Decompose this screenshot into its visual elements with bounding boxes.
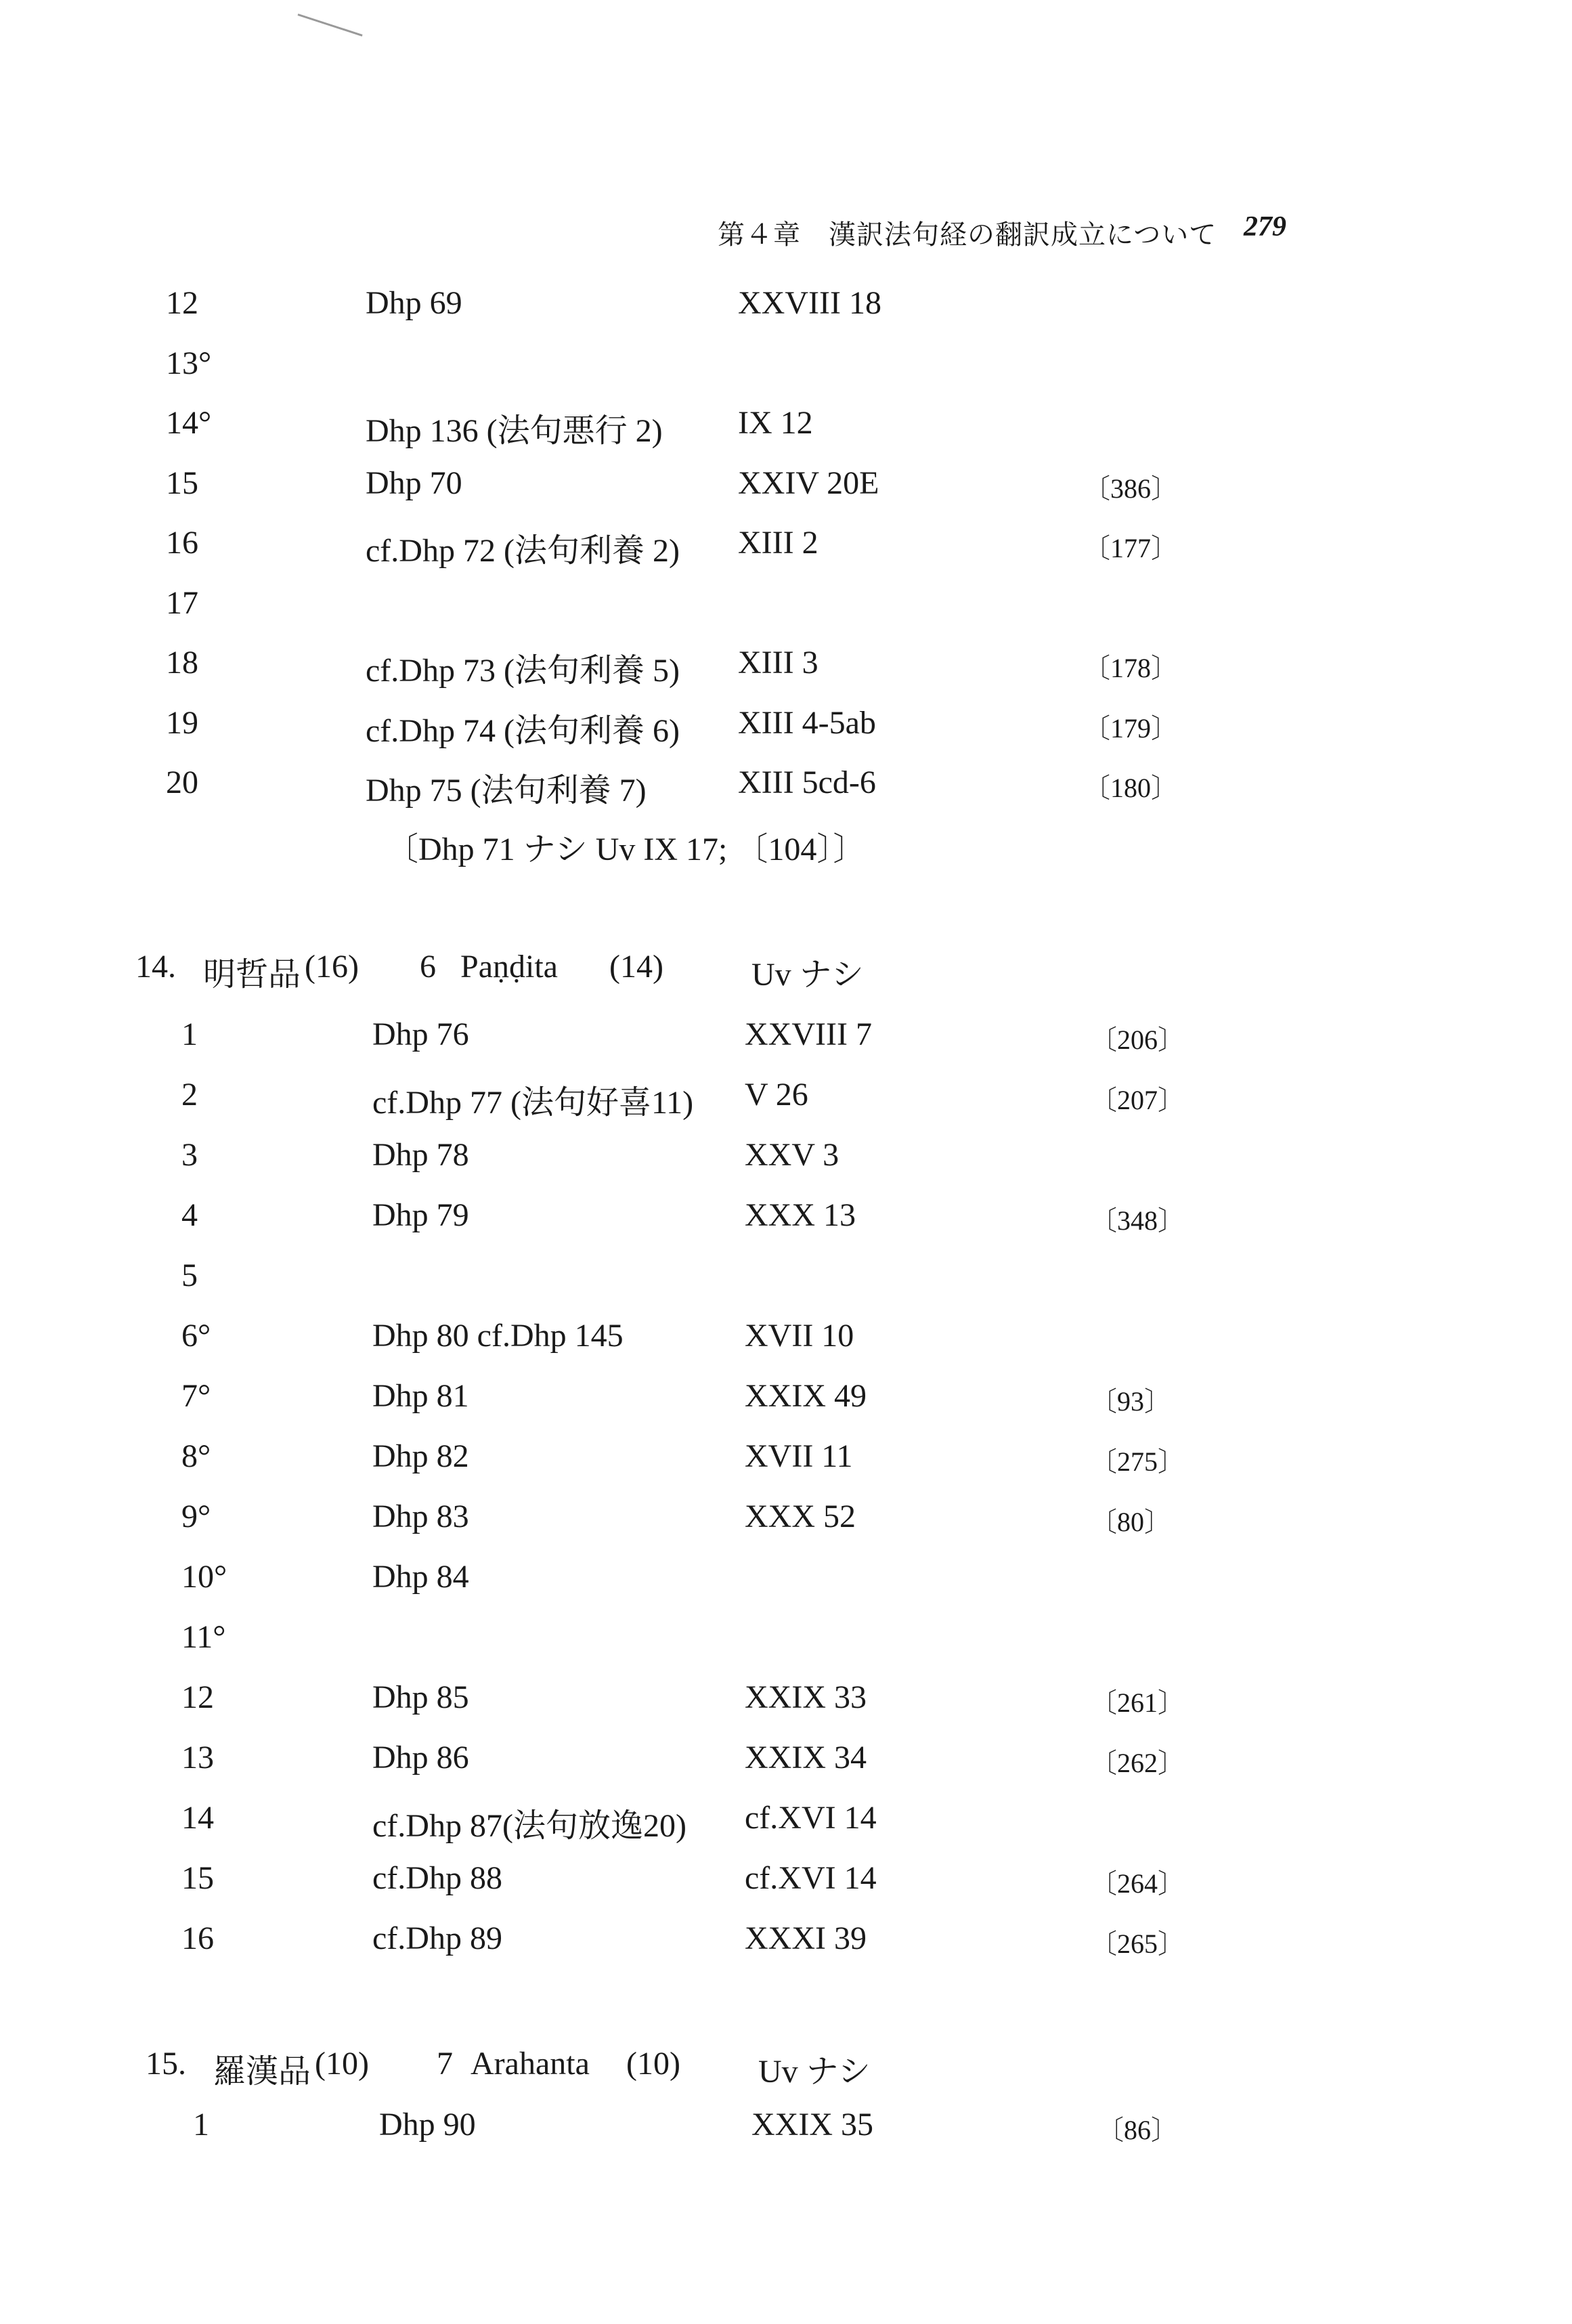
dhp-reference: Dhp 90	[379, 2107, 476, 2143]
uv-reference: XXIX 33	[745, 1679, 867, 1715]
table-row	[0, 1197, 1572, 1244]
pali-count: (10)	[626, 2046, 680, 2082]
uv-reference: XXVIII 18	[738, 285, 881, 321]
pali-count: (14)	[609, 949, 663, 985]
verse-number: 13°	[166, 345, 212, 381]
pali-index: 7	[437, 2046, 453, 2082]
table-row	[0, 1016, 1572, 1063]
cross-reference: 〔93〕	[1090, 1386, 1171, 1417]
pali-name: Paṇḍita	[460, 949, 558, 985]
uv-reference: XIII 4-5ab	[738, 704, 876, 741]
table-row	[0, 1377, 1572, 1425]
table-row	[0, 1076, 1572, 1123]
dhp-reference: Dhp 83	[372, 1499, 469, 1534]
table-row	[0, 1438, 1572, 1485]
uv-reference: XXIV 20E	[738, 465, 879, 501]
verse-number: 6°	[181, 1318, 211, 1354]
uv-reference: XXIX 34	[745, 1740, 867, 1776]
verse-number: 18	[166, 645, 198, 681]
uv-reference: cf.XVI 14	[745, 1860, 877, 1896]
dhp-reference: Dhp 70	[366, 465, 462, 501]
uv-reference: V 26	[745, 1077, 808, 1113]
verse-number: 14	[181, 1800, 214, 1836]
verse-number: 20	[166, 765, 198, 800]
cross-reference: 〔348〕	[1090, 1205, 1185, 1236]
verse-number: 13	[181, 1740, 214, 1776]
verse-number: 12	[181, 1679, 214, 1715]
dhp-reference: Dhp 76	[372, 1016, 469, 1052]
table-row	[0, 1859, 1572, 1907]
section-name: 羅漢品	[213, 2054, 311, 2090]
section-count: (10)	[315, 2046, 369, 2082]
uv-reference: XXX 13	[745, 1197, 856, 1233]
uv-absent: Uv ナシ	[751, 957, 864, 993]
uv-reference: XXIX 49	[745, 1378, 867, 1414]
verse-number: 16	[166, 525, 198, 561]
uv-reference: IX 12	[738, 405, 813, 441]
dhp-reference: Dhp 80 cf.Dhp 145	[372, 1318, 624, 1354]
uv-reference: XXIX 35	[751, 2107, 873, 2143]
table-row	[0, 1618, 1572, 1666]
table-row	[0, 524, 1572, 572]
verse-number: 2	[181, 1077, 198, 1113]
uv-absent: Uv ナシ	[758, 2054, 871, 2090]
cross-reference: 〔80〕	[1090, 1507, 1171, 1537]
table-row	[0, 704, 1572, 752]
dhp-reference: Dhp 79	[372, 1197, 469, 1233]
verse-number: 11°	[181, 1619, 226, 1655]
dhp-reference: Dhp 78	[372, 1137, 469, 1173]
dhp-reference: cf.Dhp 77 (法句好喜11)	[372, 1085, 694, 1121]
table-row	[0, 465, 1572, 512]
cross-reference: 〔206〕	[1090, 1025, 1185, 1055]
verse-number: 1	[181, 1016, 198, 1052]
dhp-reference: Dhp 82	[372, 1438, 469, 1474]
dhp-reference: Dhp 84	[372, 1559, 469, 1595]
chapter-title: 第４章 漢訳法句経の翻訳成立について	[718, 219, 1217, 250]
verse-number: 3	[181, 1137, 198, 1173]
verse-number: 16	[181, 1920, 214, 1956]
dhp-reference: cf.Dhp 89	[372, 1920, 502, 1956]
dhp-reference: Dhp 136 (法句悪行 2)	[366, 413, 663, 449]
table-row	[0, 284, 1572, 332]
verse-number: 9°	[181, 1499, 211, 1534]
verse-number: 5	[181, 1257, 198, 1293]
table-row	[0, 1317, 1572, 1364]
cross-reference: 〔386〕	[1083, 473, 1178, 504]
cross-reference: 〔275〕	[1090, 1446, 1185, 1477]
table-row	[0, 2106, 1572, 2153]
verse-number: 19	[166, 704, 198, 741]
cross-reference: 〔262〕	[1090, 1748, 1185, 1778]
cross-reference: 〔179〕	[1083, 712, 1178, 744]
verse-number: 14°	[166, 405, 212, 441]
uv-reference: XVII 11	[745, 1438, 853, 1474]
table-row	[0, 644, 1572, 691]
table-row	[0, 1920, 1572, 1967]
dhp-reference: cf.Dhp 88	[372, 1860, 502, 1896]
section-name: 明哲品	[203, 957, 301, 993]
cross-reference: 〔265〕	[1090, 1929, 1185, 1959]
verse-number: 10°	[181, 1559, 227, 1595]
dhp-reference: Dhp 85	[372, 1679, 469, 1715]
uv-reference: XIII 3	[738, 645, 818, 681]
table-row	[0, 1257, 1572, 1304]
table-row	[0, 584, 1572, 632]
table-row	[0, 1136, 1572, 1184]
block1-note: 〔Dhp 71 ナシ Uv IX 17; 〔104〕〕	[386, 832, 866, 867]
uv-reference: XXXI 39	[745, 1920, 867, 1956]
section-count: (16)	[305, 949, 359, 985]
cross-reference: 〔264〕	[1090, 1868, 1185, 1899]
table-row	[0, 1498, 1572, 1545]
uv-reference: XXX 52	[745, 1499, 856, 1534]
section-number: 15.	[146, 2046, 186, 2082]
uv-reference: XIII 5cd-6	[738, 765, 876, 800]
cross-reference: 〔177〕	[1083, 533, 1178, 563]
dhp-reference: cf.Dhp 87(法句放逸20)	[372, 1808, 686, 1844]
dhp-reference: cf.Dhp 73 (法句利養 5)	[366, 653, 680, 689]
table-row	[0, 764, 1572, 811]
table-row	[0, 345, 1572, 392]
table-row	[0, 1558, 1572, 1606]
verse-number: 15	[166, 465, 198, 501]
dhp-reference: Dhp 75 (法句利養 7)	[366, 773, 647, 809]
uv-reference: XXVIII 7	[745, 1016, 872, 1052]
section-number: 14.	[135, 949, 176, 985]
cross-reference: 〔178〕	[1083, 653, 1178, 683]
table-row	[0, 1799, 1572, 1847]
uv-reference: XVII 10	[745, 1318, 854, 1354]
dhp-reference: Dhp 81	[372, 1378, 469, 1414]
verse-number: 12	[166, 285, 198, 321]
uv-reference: XIII 2	[738, 525, 818, 561]
page-number: 279	[1244, 211, 1286, 242]
dhp-reference: cf.Dhp 74 (法句利養 6)	[366, 712, 680, 749]
cross-reference: 〔207〕	[1090, 1085, 1185, 1115]
table-row	[0, 1739, 1572, 1786]
dhp-reference: Dhp 69	[366, 285, 462, 321]
cross-reference: 〔180〕	[1083, 773, 1178, 803]
pali-index: 6	[420, 949, 436, 985]
verse-number: 15	[181, 1860, 214, 1896]
uv-reference: cf.XVI 14	[745, 1800, 877, 1836]
uv-reference: XXV 3	[745, 1137, 839, 1173]
table-row	[0, 1679, 1572, 1726]
dhp-reference: Dhp 86	[372, 1740, 469, 1776]
pali-name: Arahanta	[471, 2046, 590, 2082]
running-header	[718, 213, 1300, 254]
table-row	[0, 404, 1572, 452]
dhp-reference: cf.Dhp 72 (法句利養 2)	[366, 533, 680, 569]
verse-number: 1	[193, 2107, 209, 2143]
verse-number: 4	[181, 1197, 198, 1233]
cross-reference: 〔261〕	[1090, 1687, 1185, 1718]
verse-number: 17	[166, 584, 198, 621]
verse-number: 8°	[181, 1438, 211, 1474]
cross-reference: 〔86〕	[1097, 2115, 1178, 2145]
verse-number: 7°	[181, 1378, 211, 1414]
scan-mark	[298, 14, 363, 37]
